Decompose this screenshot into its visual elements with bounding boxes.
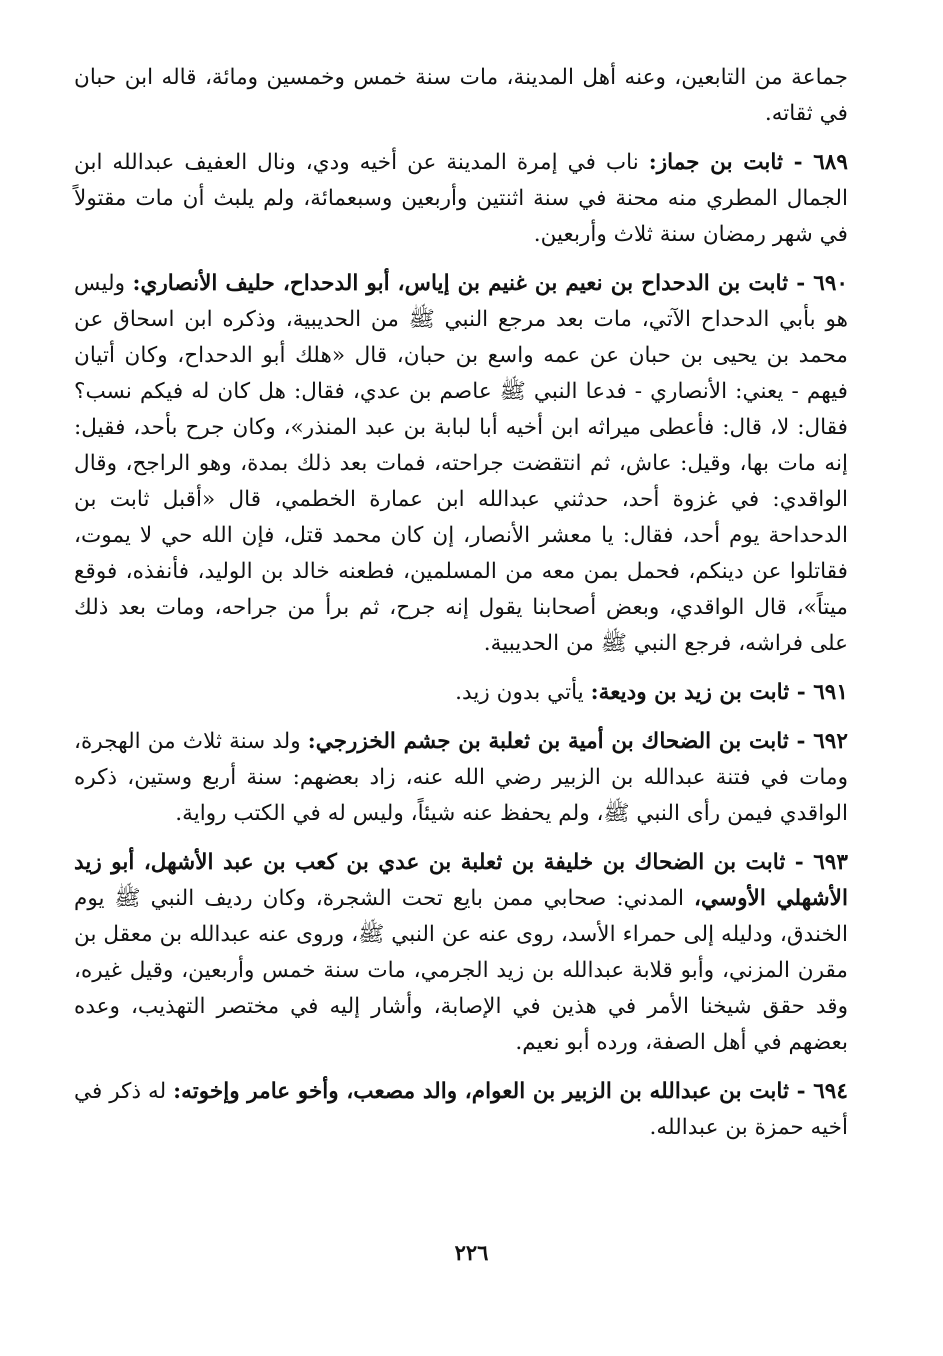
entry-690 [74,266,848,662]
entry-heading: ٦٩٣ - ثابت بن الضحاك بن خليفة بن ثعلبة بن عدي بن كعب بن عبد الأشهل، أبو زيد الأشهلي الأوسي، [74,850,848,911]
entry-heading: ٦٩٠ - ثابت بن الدحداح بن نعيم بن غنيم بن إياس، أبو الدحداح، حليف الأنصاري: [132,271,849,296]
entry-heading: ٦٩٢ - ثابت بن الضحاك بن أمية بن ثعلبة بن جشم الخزرجي: [307,729,848,754]
page-body [74,60,848,1146]
entry-text: المدني: صحابي ممن بايع تحت الشجرة، وكان رديف النبي ﷺ يوم الخندق، ودليله إلى حمراء الأسد، روى عنه عن النبي ﷺ، وروى عنه عبدالله بن معقل بن مقرن المزني، وأبو قلابة عبدالله بن زيد الجرمي، مات سنة خمس وأربعين، وقيل غيره، وقد حقق شيخنا الأمر في هذين في الإصابة، وأشار إليه في مختصر التهذيب، وعده بعضهم في أهل الصفة، ورده أبو نعيم. [74,886,848,1055]
entry-heading: ٦٨٩ - ثابت بن جماز: [648,150,848,175]
entry-text: جماعة من التابعين، وعنه أهل المدينة، مات سنة خمس وخمسين ومائة، قاله ابن حبان في ثقاته. [74,65,848,126]
entry-691 [74,675,848,711]
entry-text: ناب في إمرة المدينة عن أخيه ودي، ونال العفيف عبدالله ابن الجمال المطري منه محنة في سنة اثنتين وأربعين وسبعمائة، ولم يلبث أن مات مقتولاً في شهر رمضان سنة ثلاث وأربعين. [74,150,848,247]
entry-text: ولد سنة ثلاث من الهجرة، ومات في فتنة عبدالله بن الزبير رضي الله عنه، زاد بعضهم: سنة أربع وستين، ذكره الواقدي فيمن رأى النبي ﷺ، ولم يحفظ عنه شيئاً، وليس له في الكتب رواية. [74,729,848,826]
entry-694 [74,1074,848,1146]
entry-692 [74,724,848,832]
entry-689 [74,145,848,253]
entry-heading: ٦٩٤ - ثابت بن عبدالله بن الزبير بن العوام، والد مصعب، وأخو عامر وإخوته: [173,1079,848,1104]
paragraph-continuation [74,60,848,132]
entry-text: يأتي بدون زيد. [455,680,591,705]
entry-text: وليس هو بأبي الدحداح الآتي، مات بعد مرجع النبي ﷺ من الحديبية، وذكره ابن اسحاق عن محمد بن يحيى بن حبان عن عمه واسع بن حبان، قال «هلك أبو الدحداح، وكان أتيان فيهم - يعني: الأنصاري - فدعا النبي ﷺ عاصم بن عدي، فقال: هل كان له فيكم نسب؟ فقال: لا، قال: فأعطى ميراثه ابن أخيه أبا لبابة بن عبد المنذر»، وكان جرح بأحد، فقيل: إنه مات بها، وقيل: عاش، ثم انتقضت جراحته، فمات بعد ذلك بمدة، وهو الراجح، وقال الواقدي: في غزوة أحد، حدثني عبدالله ابن عمارة الخطمي، قال «أقبل ثابت بن الدحداحة يوم أحد، فقال: يا معشر الأنصار، إن كان محمد قتل، فإن الله حي لا يموت، فقاتلوا عن دينكم، فحمل بمن معه من المسلمين، فطعنه خالد بن الوليد، فأنفذه، فوقع ميتاً»، قال الواقدي، وبعض أصحابنا يقول إنه جرح، ثم برأ من جراحه، ومات بعد ذلك على فراشه، فرجع النبي ﷺ من الحديبية. [74,271,848,656]
page-number: ٢٢٦ [454,1240,489,1265]
entry-693 [74,845,848,1061]
entry-text: له ذكر في أخيه حمزة بن عبدالله. [74,1079,848,1140]
entry-heading: ٦٩١ - ثابت بن زيد بن وديعة: [590,680,848,705]
